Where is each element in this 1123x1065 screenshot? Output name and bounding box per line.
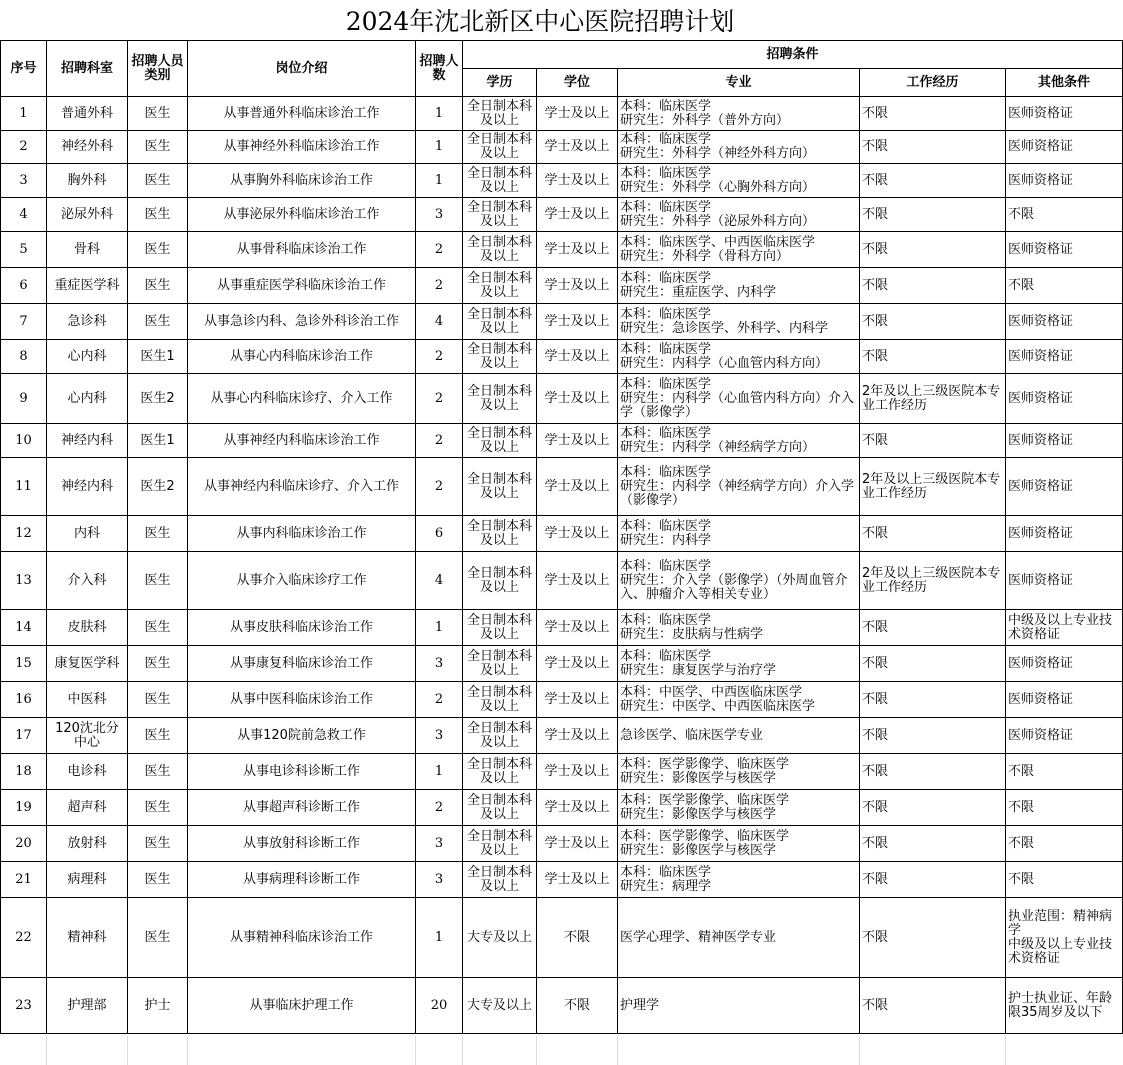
cell-count[interactable]: 1: [416, 610, 463, 646]
cell-count[interactable]: 3: [416, 718, 463, 754]
cell-intro[interactable]: 从事皮肤科临床诊治工作: [188, 610, 416, 646]
cell-major[interactable]: 本科：临床医学 研究生：外科学（普外方向）: [618, 97, 860, 131]
cell-edu[interactable]: 全日制本科及以上: [463, 232, 537, 268]
cell-degree[interactable]: 学士及以上: [537, 862, 618, 898]
cell-count[interactable]: 3: [416, 198, 463, 232]
cell-count[interactable]: 1: [416, 164, 463, 198]
cell-dept[interactable]: 放射科: [47, 826, 128, 862]
cell-intro[interactable]: 从事神经内科临床诊治工作: [188, 424, 416, 458]
cell-edu[interactable]: 全日制本科及以上: [463, 718, 537, 754]
cell-dept[interactable]: 中医科: [47, 682, 128, 718]
cell-other[interactable]: 医师资格证: [1006, 682, 1123, 718]
cell-major[interactable]: 急诊医学、临床医学专业: [618, 718, 860, 754]
cell-category[interactable]: 医生: [128, 898, 188, 978]
cell-exp[interactable]: 2年及以上三级医院本专业工作经历: [860, 374, 1006, 424]
cell-edu[interactable]: 全日制本科及以上: [463, 97, 537, 131]
cell-other[interactable]: 医师资格证: [1006, 374, 1123, 424]
table-row: [1, 826, 1123, 862]
cell-intro[interactable]: 从事胸外科临床诊治工作: [188, 164, 416, 198]
cell-degree[interactable]: 学士及以上: [537, 682, 618, 718]
cell-exp[interactable]: 不限: [860, 131, 1006, 164]
cell-exp[interactable]: 不限: [860, 646, 1006, 682]
cell-intro[interactable]: 从事骨科临床诊治工作: [188, 232, 416, 268]
table-row: [1, 516, 1123, 552]
table-row: [1, 718, 1123, 754]
cell-major[interactable]: 本科：中医学、中西医临床医学 研究生：中医学、中西医临床医学: [618, 682, 860, 718]
cell-major[interactable]: 本科：临床医学 研究生：外科学（神经外科方向）: [618, 131, 860, 164]
cell-edu[interactable]: 全日制本科及以上: [463, 790, 537, 826]
cell-degree[interactable]: 学士及以上: [537, 424, 618, 458]
cell-category[interactable]: 医生2: [128, 374, 188, 424]
cell-count[interactable]: 4: [416, 304, 463, 340]
cell-category[interactable]: 医生1: [128, 340, 188, 374]
cell-seq[interactable]: 11: [1, 458, 47, 516]
cell-major[interactable]: 本科：临床医学 研究生：重症医学、内科学: [618, 268, 860, 304]
cell-other[interactable]: 医师资格证: [1006, 552, 1123, 610]
cell-intro[interactable]: 从事电诊科诊断工作: [188, 754, 416, 790]
cell-dept[interactable]: 心内科: [47, 374, 128, 424]
cell-intro[interactable]: 从事心内科临床诊治工作: [188, 340, 416, 374]
cell-exp[interactable]: 不限: [860, 232, 1006, 268]
cell-exp[interactable]: 不限: [860, 97, 1006, 131]
cell-edu[interactable]: 全日制本科及以上: [463, 862, 537, 898]
cell-major[interactable]: 本科：临床医学 研究生：外科学（泌尿外科方向）: [618, 198, 860, 232]
cell-major[interactable]: 本科：临床医学 研究生：内科学（神经病学方向）: [618, 424, 860, 458]
table-row: [1, 424, 1123, 458]
cell-other[interactable]: 不限: [1006, 790, 1123, 826]
cell-seq[interactable]: 1: [1, 97, 47, 131]
cell-intro[interactable]: 从事急诊内科、急诊外科诊治工作: [188, 304, 416, 340]
cell-major[interactable]: 本科：医学影像学、临床医学 研究生：影像医学与核医学: [618, 754, 860, 790]
cell-edu[interactable]: 全日制本科及以上: [463, 374, 537, 424]
cell-degree[interactable]: 不限: [537, 898, 618, 978]
cell-intro[interactable]: 从事泌尿外科临床诊治工作: [188, 198, 416, 232]
cell-dept[interactable]: 骨科: [47, 232, 128, 268]
recruitment-table: [0, 40, 1123, 1034]
cell-major[interactable]: 本科：临床医学、中西医临床医学 研究生：外科学（骨科方向）: [618, 232, 860, 268]
cell-count[interactable]: 1: [416, 898, 463, 978]
table-row: [1, 131, 1123, 164]
cell-intro[interactable]: 从事普通外科临床诊治工作: [188, 97, 416, 131]
cell-edu[interactable]: 全日制本科及以上: [463, 164, 537, 198]
cell-exp[interactable]: 不限: [860, 610, 1006, 646]
cell-count[interactable]: 2: [416, 458, 463, 516]
cell-degree[interactable]: 学士及以上: [537, 458, 618, 516]
cell-degree[interactable]: 学士及以上: [537, 374, 618, 424]
cell-edu[interactable]: 全日制本科及以上: [463, 340, 537, 374]
cell-dept[interactable]: 神经内科: [47, 424, 128, 458]
cell-degree[interactable]: 学士及以上: [537, 718, 618, 754]
cell-dept[interactable]: 护理部: [47, 978, 128, 1034]
cell-seq[interactable]: 14: [1, 610, 47, 646]
cell-category[interactable]: 医生: [128, 610, 188, 646]
cell-seq[interactable]: 19: [1, 790, 47, 826]
cell-seq[interactable]: 10: [1, 424, 47, 458]
cell-exp[interactable]: 不限: [860, 978, 1006, 1034]
cell-seq[interactable]: 21: [1, 862, 47, 898]
header-category[interactable]: 招聘人员类别: [128, 41, 188, 97]
cell-count[interactable]: 1: [416, 131, 463, 164]
cell-other[interactable]: 医师资格证: [1006, 131, 1123, 164]
cell-intro[interactable]: 从事精神科临床诊治工作: [188, 898, 416, 978]
cell-intro[interactable]: 从事神经内科临床诊疗、介入工作: [188, 458, 416, 516]
cell-category[interactable]: 医生: [128, 268, 188, 304]
cell-degree[interactable]: 学士及以上: [537, 340, 618, 374]
cell-category[interactable]: 医生: [128, 131, 188, 164]
page-title: 2024年沈北新区中心医院招聘计划: [345, 7, 735, 36]
cell-category[interactable]: 医生: [128, 97, 188, 131]
cell-degree[interactable]: 学士及以上: [537, 268, 618, 304]
table-row: [1, 164, 1123, 198]
table-row: [1, 898, 1123, 978]
header-dept[interactable]: 招聘科室: [47, 41, 128, 97]
cell-exp[interactable]: 不限: [860, 198, 1006, 232]
cell-edu[interactable]: 全日制本科及以上: [463, 304, 537, 340]
cell-category[interactable]: 医生1: [128, 424, 188, 458]
cell-seq[interactable]: 22: [1, 898, 47, 978]
cell-degree[interactable]: 不限: [537, 978, 618, 1034]
table-row: [1, 304, 1123, 340]
cell-edu[interactable]: 全日制本科及以上: [463, 458, 537, 516]
cell-count[interactable]: 2: [416, 424, 463, 458]
cell-other[interactable]: 医师资格证: [1006, 97, 1123, 131]
cell-seq[interactable]: 4: [1, 198, 47, 232]
cell-intro[interactable]: 从事120院前急救工作: [188, 718, 416, 754]
cell-other[interactable]: 不限: [1006, 268, 1123, 304]
cell-exp[interactable]: 不限: [860, 682, 1006, 718]
table-row: [1, 374, 1123, 424]
cell-edu[interactable]: 全日制本科及以上: [463, 516, 537, 552]
cell-other[interactable]: 医师资格证: [1006, 646, 1123, 682]
cell-exp[interactable]: 不限: [860, 304, 1006, 340]
table-row: [1, 232, 1123, 268]
cell-seq[interactable]: 7: [1, 304, 47, 340]
cell-other[interactable]: 不限: [1006, 862, 1123, 898]
cell-major[interactable]: 本科：医学影像学、临床医学 研究生：影像医学与核医学: [618, 790, 860, 826]
cell-exp[interactable]: 不限: [860, 424, 1006, 458]
cell-other[interactable]: 医师资格证: [1006, 232, 1123, 268]
cell-major[interactable]: 本科：临床医学 研究生：内科学（心血管内科方向）: [618, 340, 860, 374]
cell-seq[interactable]: 6: [1, 268, 47, 304]
table-row: [1, 646, 1123, 682]
cell-exp[interactable]: 不限: [860, 340, 1006, 374]
cell-seq[interactable]: 18: [1, 754, 47, 790]
cell-intro[interactable]: 从事介入临床诊疗工作: [188, 552, 416, 610]
cell-intro[interactable]: 从事中医科临床诊治工作: [188, 682, 416, 718]
header-degree[interactable]: 学位: [537, 69, 618, 97]
cell-edu[interactable]: 大专及以上: [463, 978, 537, 1034]
cell-edu[interactable]: 全日制本科及以上: [463, 610, 537, 646]
cell-other[interactable]: 医师资格证: [1006, 424, 1123, 458]
cell-count[interactable]: 2: [416, 268, 463, 304]
cell-category[interactable]: 医生2: [128, 458, 188, 516]
cell-category[interactable]: 医生: [128, 790, 188, 826]
cell-category[interactable]: 医生: [128, 718, 188, 754]
cell-other[interactable]: 不限: [1006, 198, 1123, 232]
cell-category[interactable]: 医生: [128, 516, 188, 552]
cell-exp[interactable]: 2年及以上三级医院本专业工作经历: [860, 458, 1006, 516]
cell-major[interactable]: 本科：临床医学 研究生：介入学（影像学）（外周血管介入、肿瘤介入等相关专业）: [618, 552, 860, 610]
cell-major[interactable]: 本科：医学影像学、临床医学 研究生：影像医学与核医学: [618, 826, 860, 862]
cell-major[interactable]: 本科：临床医学 研究生：内科学（神经病学方向）介入学（影像学）: [618, 458, 860, 516]
cell-category[interactable]: 医生: [128, 198, 188, 232]
cell-major[interactable]: 本科：临床医学 研究生：外科学（心胸外科方向）: [618, 164, 860, 198]
cell-exp[interactable]: 2年及以上三级医院本专业工作经历: [860, 552, 1006, 610]
cell-exp[interactable]: 不限: [860, 754, 1006, 790]
cell-major[interactable]: 本科：临床医学 研究生：皮肤病与性病学: [618, 610, 860, 646]
cell-count[interactable]: 3: [416, 862, 463, 898]
cell-other[interactable]: 医师资格证: [1006, 304, 1123, 340]
cell-major[interactable]: 本科：临床医学 研究生：病理学: [618, 862, 860, 898]
cell-intro[interactable]: 从事超声科诊断工作: [188, 790, 416, 826]
cell-degree[interactable]: 学士及以上: [537, 97, 618, 131]
cell-count[interactable]: 2: [416, 232, 463, 268]
cell-exp[interactable]: 不限: [860, 718, 1006, 754]
cell-degree[interactable]: 学士及以上: [537, 610, 618, 646]
cell-degree[interactable]: 学士及以上: [537, 232, 618, 268]
cell-intro[interactable]: 从事放射科诊断工作: [188, 826, 416, 862]
cell-intro[interactable]: 从事康复科临床诊治工作: [188, 646, 416, 682]
cell-edu[interactable]: 全日制本科及以上: [463, 424, 537, 458]
cell-category[interactable]: 医生: [128, 682, 188, 718]
cell-intro[interactable]: 从事内科临床诊治工作: [188, 516, 416, 552]
cell-edu[interactable]: 全日制本科及以上: [463, 268, 537, 304]
empty-grid-area: [0, 1036, 1080, 1065]
cell-count[interactable]: 1: [416, 754, 463, 790]
cell-degree[interactable]: 学士及以上: [537, 790, 618, 826]
cell-category[interactable]: 医生: [128, 232, 188, 268]
cell-other[interactable]: 医师资格证: [1006, 164, 1123, 198]
cell-count[interactable]: 4: [416, 552, 463, 610]
table-row: [1, 978, 1123, 1034]
cell-category[interactable]: 护士: [128, 978, 188, 1034]
cell-count[interactable]: 1: [416, 97, 463, 131]
table-row: [1, 340, 1123, 374]
cell-other[interactable]: 执业范围：精神病学 中级及以上专业技术资格证: [1006, 898, 1123, 978]
cell-edu[interactable]: 全日制本科及以上: [463, 646, 537, 682]
cell-degree[interactable]: 学士及以上: [537, 646, 618, 682]
cell-major[interactable]: 本科：临床医学 研究生：内科学: [618, 516, 860, 552]
header-edu[interactable]: 学历: [463, 69, 537, 97]
cell-edu[interactable]: 全日制本科及以上: [463, 754, 537, 790]
table-row: [1, 754, 1123, 790]
cell-degree[interactable]: 学士及以上: [537, 198, 618, 232]
cell-category[interactable]: 医生: [128, 164, 188, 198]
header-exp[interactable]: 工作经历: [860, 69, 1006, 97]
cell-dept[interactable]: 胸外科: [47, 164, 128, 198]
cell-category[interactable]: 医生: [128, 552, 188, 610]
cell-category[interactable]: 医生: [128, 826, 188, 862]
cell-edu[interactable]: 全日制本科及以上: [463, 198, 537, 232]
cell-category[interactable]: 医生: [128, 862, 188, 898]
cell-dept[interactable]: 介入科: [47, 552, 128, 610]
cell-dept[interactable]: 电诊科: [47, 754, 128, 790]
cell-other[interactable]: 医师资格证: [1006, 458, 1123, 516]
cell-dept[interactable]: 内科: [47, 516, 128, 552]
cell-exp[interactable]: 不限: [860, 268, 1006, 304]
cell-edu[interactable]: 全日制本科及以上: [463, 131, 537, 164]
cell-dept[interactable]: 皮肤科: [47, 610, 128, 646]
cell-edu[interactable]: 大专及以上: [463, 898, 537, 978]
cell-exp[interactable]: 不限: [860, 898, 1006, 978]
cell-major[interactable]: 本科：临床医学 研究生：内科学（心血管内科方向）介入学（影像学）: [618, 374, 860, 424]
cell-exp[interactable]: 不限: [860, 862, 1006, 898]
cell-degree[interactable]: 学士及以上: [537, 754, 618, 790]
cell-seq[interactable]: 15: [1, 646, 47, 682]
cell-count[interactable]: 20: [416, 978, 463, 1034]
header-intro[interactable]: 岗位介绍: [188, 41, 416, 97]
cell-dept[interactable]: 心内科: [47, 340, 128, 374]
cell-edu[interactable]: 全日制本科及以上: [463, 826, 537, 862]
cell-count[interactable]: 2: [416, 682, 463, 718]
cell-degree[interactable]: 学士及以上: [537, 516, 618, 552]
cell-dept[interactable]: 120沈北分中心: [47, 718, 128, 754]
cell-exp[interactable]: 不限: [860, 164, 1006, 198]
cell-seq[interactable]: 5: [1, 232, 47, 268]
header-seq[interactable]: 序号: [1, 41, 47, 97]
cell-dept[interactable]: 急诊科: [47, 304, 128, 340]
cell-dept[interactable]: 重症医学科: [47, 268, 128, 304]
cell-count[interactable]: 2: [416, 374, 463, 424]
cell-other[interactable]: 医师资格证: [1006, 516, 1123, 552]
cell-degree[interactable]: 学士及以上: [537, 304, 618, 340]
cell-dept[interactable]: 康复医学科: [47, 646, 128, 682]
cell-other[interactable]: 医师资格证: [1006, 718, 1123, 754]
cell-other[interactable]: 护士执业证、年龄限35周岁及以下: [1006, 978, 1123, 1034]
cell-exp[interactable]: 不限: [860, 826, 1006, 862]
cell-dept[interactable]: 神经内科: [47, 458, 128, 516]
cell-seq[interactable]: 23: [1, 978, 47, 1034]
cell-seq[interactable]: 16: [1, 682, 47, 718]
cell-dept[interactable]: 泌尿外科: [47, 198, 128, 232]
cell-seq[interactable]: 13: [1, 552, 47, 610]
table-row: [1, 682, 1123, 718]
header-count[interactable]: 招聘人数: [416, 41, 463, 97]
table-row: [1, 198, 1123, 232]
cell-dept[interactable]: 精神科: [47, 898, 128, 978]
table-row: [1, 552, 1123, 610]
cell-count[interactable]: 2: [416, 790, 463, 826]
cell-dept[interactable]: 超声科: [47, 790, 128, 826]
cell-degree[interactable]: 学士及以上: [537, 131, 618, 164]
cell-count[interactable]: 6: [416, 516, 463, 552]
cell-dept[interactable]: 普通外科: [47, 97, 128, 131]
cell-seq[interactable]: 8: [1, 340, 47, 374]
cell-major[interactable]: 本科：临床医学 研究生：康复医学与治疗学: [618, 646, 860, 682]
cell-exp[interactable]: 不限: [860, 790, 1006, 826]
cell-other[interactable]: 医师资格证: [1006, 340, 1123, 374]
cell-dept[interactable]: 神经外科: [47, 131, 128, 164]
cell-count[interactable]: 3: [416, 826, 463, 862]
cell-other[interactable]: 中级及以上专业技术资格证: [1006, 610, 1123, 646]
cell-intro[interactable]: 从事重症医学科临床诊治工作: [188, 268, 416, 304]
cell-intro[interactable]: 从事临床护理工作: [188, 978, 416, 1034]
cell-category[interactable]: 医生: [128, 754, 188, 790]
cell-degree[interactable]: 学士及以上: [537, 164, 618, 198]
cell-intro[interactable]: 从事病理科诊断工作: [188, 862, 416, 898]
cell-count[interactable]: 3: [416, 646, 463, 682]
cell-seq[interactable]: 9: [1, 374, 47, 424]
cell-major[interactable]: 本科：临床医学 研究生：急诊医学、外科学、内科学: [618, 304, 860, 340]
table-row: [1, 610, 1123, 646]
cell-category[interactable]: 医生: [128, 646, 188, 682]
cell-other[interactable]: 不限: [1006, 826, 1123, 862]
table-row: [1, 862, 1123, 898]
cell-seq[interactable]: 12: [1, 516, 47, 552]
table-body: [1, 97, 1123, 1034]
cell-seq[interactable]: 2: [1, 131, 47, 164]
cell-degree[interactable]: 学士及以上: [537, 552, 618, 610]
table-row: [1, 790, 1123, 826]
cell-edu[interactable]: 全日制本科及以上: [463, 552, 537, 610]
cell-seq[interactable]: 20: [1, 826, 47, 862]
cell-intro[interactable]: 从事心内科临床诊疗、介入工作: [188, 374, 416, 424]
cell-degree[interactable]: 学士及以上: [537, 826, 618, 862]
cell-major[interactable]: 医学心理学、精神医学专业: [618, 898, 860, 978]
cell-major[interactable]: 护理学: [618, 978, 860, 1034]
cell-dept[interactable]: 病理科: [47, 862, 128, 898]
cell-other[interactable]: 不限: [1006, 754, 1123, 790]
header-conditions[interactable]: 招聘条件: [463, 41, 1123, 69]
cell-seq[interactable]: 3: [1, 164, 47, 198]
cell-count[interactable]: 2: [416, 340, 463, 374]
cell-edu[interactable]: 全日制本科及以上: [463, 682, 537, 718]
cell-category[interactable]: 医生: [128, 304, 188, 340]
table-row: [1, 97, 1123, 131]
cell-intro[interactable]: 从事神经外科临床诊治工作: [188, 131, 416, 164]
cell-exp[interactable]: 不限: [860, 516, 1006, 552]
table-row: [1, 268, 1123, 304]
header-other[interactable]: 其他条件: [1006, 69, 1123, 97]
cell-seq[interactable]: 17: [1, 718, 47, 754]
table-row: [1, 458, 1123, 516]
header-major[interactable]: 专业: [618, 69, 860, 97]
